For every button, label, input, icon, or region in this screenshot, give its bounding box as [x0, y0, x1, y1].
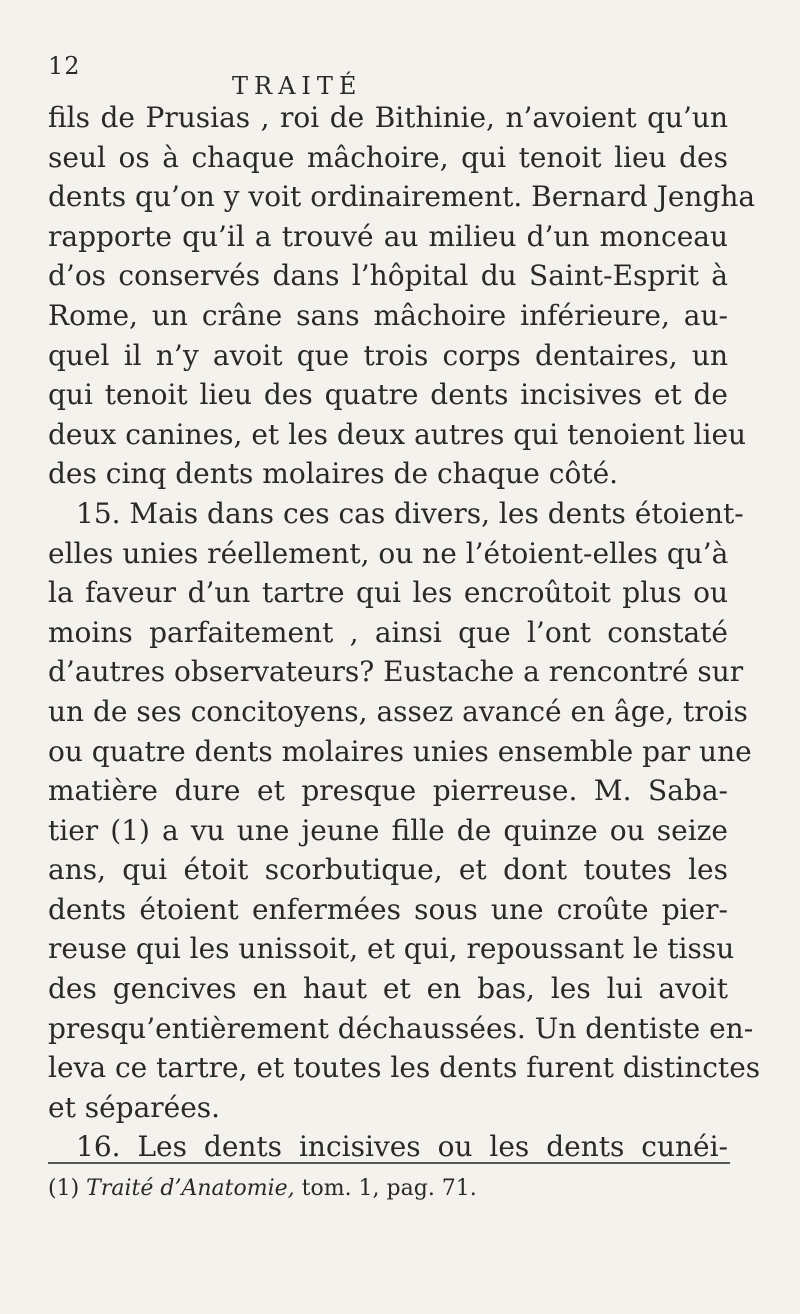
footnote-title: Traité d’Anatomie, [86, 1176, 295, 1201]
text-line: d’os conservés dans l’hôpital du Saint-Esprit à [48, 259, 728, 293]
paragraph-15-start: 15. Mais dans ces cas divers, les dents étoient- [76, 496, 744, 530]
text-line: seul os à chaque mâchoire, qui tenoit lieu des [48, 140, 728, 174]
text-line: dents qu’on y voit ordinairement. Bernard Jengha [48, 180, 756, 214]
text-line: Rome, un crâne sans mâchoire inférieure, au- [48, 298, 728, 332]
text-line: presqu’entièrement déchaussées. Un dentiste en- [48, 1011, 754, 1045]
text-line: et séparées. [48, 1090, 221, 1124]
page-number: 12 [48, 52, 81, 80]
text-line: ou quatre dents molaires unies ensemble par une [48, 734, 752, 768]
footnote-reference: tom. 1, pag. 71. [301, 1176, 477, 1201]
text-line: des gencives en haut et en bas, les lui avoit [48, 972, 728, 1006]
text-line: d’autres observateurs? Eustache a rencontré sur [48, 655, 744, 689]
text-line: quel il n’y avoit que trois corps dentaires, un [48, 338, 728, 372]
text-line: moins parfaitement , ainsi que l’ont constaté [48, 615, 728, 649]
text-line: reuse qui les unissoit, et qui, repoussant le tissu [48, 932, 735, 966]
text-line: fils de Prusias , roi de Bithinie, n’avoient qu’un [48, 101, 728, 134]
text-line: ans, qui étoit scorbutique, et dont toutes les [48, 853, 728, 887]
text-line: leva ce tartre, et toutes les dents furent distinctes [48, 1051, 761, 1085]
text-line: deux canines, et les deux autres qui tenoient lieu [48, 417, 747, 451]
paragraph-16-start: 16. Les dents incisives ou les dents cunéi- [76, 1130, 728, 1164]
text-line: matière dure et presque pierreuse. M. Saba- [48, 774, 728, 808]
text-line: qui tenoit lieu des quatre dents incisives et de [48, 378, 728, 412]
text-line: rapporte qu’il a trouvé au milieu d’un monceau [48, 219, 728, 253]
footnote [48, 1175, 477, 1203]
text-line: elles unies réellement, ou ne l’étoient-elles qu’à [48, 536, 729, 570]
body-text [48, 98, 761, 1167]
footnote-divider [48, 1162, 730, 1164]
running-head: TRAITÉ [232, 72, 363, 100]
text-line: la faveur d’un tartre qui les encroûtoit plus ou [48, 576, 728, 610]
text-line: un de ses concitoyens, assez avancé en âge, trois [48, 694, 748, 728]
text-line: dents étoient enfermées sous une croûte pier- [48, 892, 728, 926]
text-line: tier (1) a vu une jeune fille de quinze ou seize [48, 813, 728, 847]
text-line: des cinq dents molaires de chaque côté. [48, 457, 619, 491]
footnote-marker: (1) [48, 1176, 80, 1201]
